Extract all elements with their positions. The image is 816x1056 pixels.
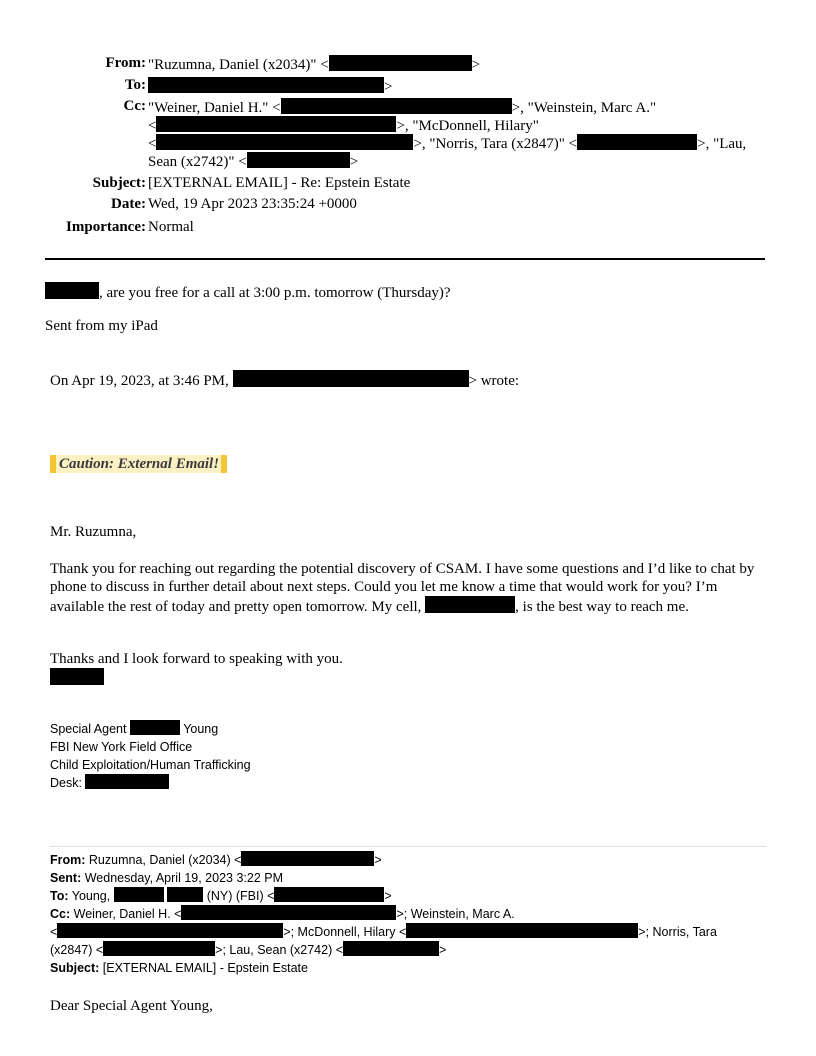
redaction (241, 851, 374, 866)
thanks-line: Thanks and I look forward to speaking with you. (50, 651, 343, 667)
redaction (329, 55, 472, 71)
redaction (577, 134, 697, 150)
to-label: To: (124, 77, 146, 93)
date-value: Wed, 19 Apr 2023 23:35:24 +0000 (148, 196, 357, 212)
redaction (406, 923, 638, 938)
from-label: From: (105, 55, 146, 71)
redaction (130, 720, 180, 735)
subject-value: [EXTERNAL EMAIL] - Re: Epstein Estate (148, 175, 411, 191)
reply-line: , are you free for a call at 3:00 p.m. tomorrow (Thursday)? (45, 282, 451, 302)
redaction (85, 774, 169, 789)
redaction (50, 668, 104, 685)
signature-line-3: Child Exploitation/Human Trafficking (50, 758, 251, 772)
to-value: > (148, 77, 392, 96)
quoted-greeting: Dear Special Agent Young, (50, 998, 213, 1014)
caution-banner: Caution: External Email! (50, 455, 227, 473)
subject-label: Subject: (92, 175, 146, 191)
redaction (425, 596, 515, 613)
sent-from: Sent from my iPad (45, 318, 158, 334)
signature-block (50, 720, 251, 792)
quoted-sent: Sent: Wednesday, April 19, 2023 3:22 PM (50, 871, 284, 885)
signature-line-1: Special Agent Young (50, 722, 219, 736)
redaction (103, 941, 215, 956)
quoted-from: From: Ruzumna, Daniel (x2034) < > (50, 853, 382, 867)
cc-line-2: < >, "McDonnell, Hilary" (148, 118, 539, 134)
cc-line-4: Sean (x2742)" < > (148, 154, 359, 170)
cc-line-3: < >, "Norris, Tara (x2847)" < >, "Lau, (148, 136, 747, 152)
cc-label: Cc: (123, 98, 146, 114)
quoted-cc-2: < >; McDonnell, Hilary < >; Norris, Tara (50, 925, 717, 939)
quoted-cc-1: Cc: Weiner, Daniel H. < >; Weinstein, Marc A. (50, 907, 515, 921)
redaction (281, 98, 512, 114)
redaction (45, 282, 99, 299)
redaction (181, 905, 396, 920)
signature-line-2: FBI New York Field Office (50, 740, 193, 754)
quoted-cc-3: (x2847) < >; Lau, Sean (x2742) < > (50, 943, 447, 957)
redaction (247, 152, 350, 168)
header-divider (45, 258, 765, 260)
importance-label: Importance: (66, 219, 146, 235)
redaction (233, 370, 469, 387)
signature-line-4: Desk: (50, 774, 251, 792)
salutation: Mr. Ruzumna, (50, 524, 137, 540)
redaction (156, 134, 413, 150)
body-paragraph: Thank you for reaching out regarding the potential discovery of CSAM. I have some questions and I’d like to chat by phone to discuss in further detail about next steps. Could you let me know a time that would work for you? I’m available the rest of today and pretty open tomorrow. My cell, , is the best way to reach me. (50, 561, 755, 615)
on-date-line: On Apr 19, 2023, at 3:46 PM, > wrote: (50, 370, 519, 390)
redaction (167, 887, 203, 902)
date-label: Date: (111, 196, 146, 212)
redaction (156, 116, 396, 132)
redaction (343, 941, 439, 956)
redaction (114, 887, 164, 902)
redaction (57, 923, 283, 938)
signature-name-redaction (50, 668, 104, 688)
from-value: "Ruzumna, Daniel (x2034)" < > (148, 57, 481, 73)
cc-line-1: "Weiner, Daniel H." < >, "Weinstein, Marc A." (148, 100, 657, 116)
quoted-to: To: Young, (NY) (FBI) < > (50, 889, 392, 903)
importance-value: Normal (148, 219, 194, 235)
redaction (148, 77, 384, 93)
quoted-divider (50, 846, 766, 847)
quoted-header (50, 851, 762, 977)
redaction (274, 887, 384, 902)
quoted-subject: Subject: [EXTERNAL EMAIL] - Epstein Estate (50, 961, 308, 975)
